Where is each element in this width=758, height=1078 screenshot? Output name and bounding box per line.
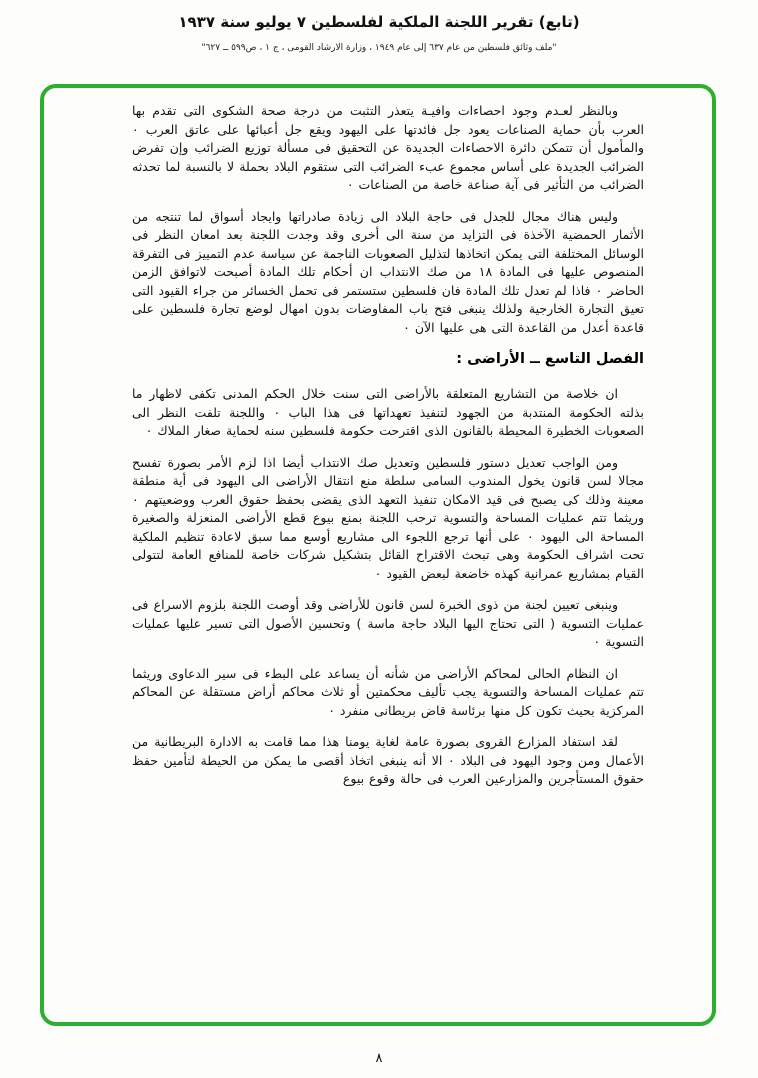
- paragraph-constitution-amendment: ومن الواجب تعديل دستور فلسطين وتعديل صك الانتداب أيضا اذا لزم الأمر بصورة تفسح مجالا لسن قانون يخول المندوب السامى سلطة منع انتقال الأراضى الى اليهود فى أية منطقة معينة وذلك كى يصبح فى قيد الامكان تنفيذ التعهد الذى يقضى بحفظ حقوق العرب ووضعيتهم ٠ وريثما تتم عمليات المساحة والتسوية ترحب اللجنة بمنع بيوع قطع الأراضى المنعزلة والصغيرة المساحة الى اليهود ٠ على أنها ترجع اللجوء الى مشاريع أوسع مما سبق لاعادة تنظيم الملكية تحت اشراف الحكومة وهى تبحث الاقتراح القائل بتشكيل شركات خاصة للمنافع العامة لتتولى القيام بمشاريع عمرانية كهذه خاضعة لبعض القيود ٠: [132, 454, 644, 581]
- paragraph-land-law-committee: وينبغى تعيين لجنة من ذوى الخبرة لسن قانون للأراضى وقد أوصت اللجنة بلزوم الاسراع فى عمليات التسوية ( التى تحتاج اليها البلاد حاجة ماسة ) وتحسين الأصول التى تسير عليها عمليات التسوية ٠: [132, 597, 644, 649]
- paragraph-land-legislation: ان خلاصة من التشاريع المتعلقة بالأراضى التى سنت خلال الحكم المدنى تكفى لاظهار ما بذلته الحكومة المنتدبة من الجهود لتنفيذ تعهداتها فى هذا الباب ٠ واللجنة تلفت النظر الى الصعوبات الخطيرة المحيطة بالقانون الذى اقترحت حكومة فلسطين سنه لحماية صغار الملاك ٠: [132, 386, 645, 438]
- document-title: (تابع) تقرير اللجنة الملكية لفلسطين ٧ يوليو سنة ١٩٣٧: [178, 13, 580, 31]
- page-number: ٨: [375, 1051, 383, 1066]
- paragraph-village-farmer: لقد استفاد المزارع القروى بصورة عامة لغاية يومنا هذا مما قامت به الادارة البريطانية من الأعمال ومن وجود اليهود فى البلاد ٠ الا أنه ينبغى اتخاذ أقصى ما يمكن من الحيطة لتأمين حفظ حقوق المستأجرين والمزارعين العرب فى حالة وقوع بيوع: [132, 734, 644, 786]
- paragraph-exports-mandate-article18: وليس هناك مجال للجدل فى حاجة البلاد الى زيادة صادراتها وايجاد أسواق لما تنتجه من الأثمار الحمضية الآخذة فى التزايد من سنة الى أخرى وقد وجدت اللجنة بعد امعان النظر فى الوسائل المختلفة التى يمكن اتخاذها لتذليل الصعوبات الناجمة عن سياسة عدم التمييز فى التفرقة المنصوص عليها فى المادة ١٨ من صك الانتداب ان أحكام تلك المادة أصبحت لاتوافق الزمن الحاضر ٠ فاذا لم تعدل تلك المادة فان فلسطين ستستمر فى تحمل الخسائر من جراء القيود التى تعيق التجارة الخارجية ولذلك ينبغى فتح باب المفاوضات بدون امهال لوضع تجارة فلسطين على قاعدة أعدل من القاعدة التى هى عليها الآن ٠: [132, 208, 644, 335]
- document-subtitle: "ملف وثائق فلسطين من عام ٦٣٧ إلى عام ١٩٤٩ ، وزارة الارشاد القومى ، ج ١ ، ص٥٩٩ ــ ٦٢٧": [201, 43, 557, 53]
- paragraph-land-courts: ان النظام الحالى لمحاكم الأراضى من شأنه أن يساعد على البطء فى سير الدعاوى وريثما تتم عمليات المساحة والتسوية يجب تأليف محكمتين أو ثلاث محاكم أراض مستقلة عن المحاكم المركزية بحيث تكون كل منها برئاسة قاض بريطانى منفرد ٠: [132, 665, 644, 718]
- document-header: [0, 0, 758, 53]
- section-heading-chapter9-lands: الفصل التاسع ــ الأراضى :: [456, 351, 644, 367]
- paragraph-industry-statistics: وبالنظر لعـدم وجود احصاءات وافيـة يتعذر التثبت من درجة صحة الشكوى التى تقدم بها العرب بأن حماية الصناعات يعود جل فائدتها على اليهود ويقع جل أعبائها على عاتق العرب ٠ والمأمول أن تتمكن دائرة الاحصاءات الجديدة عن التحقيق فى مسألة توزيع الضرائب وإن تفرض الضرائب الجديدة على أساس مجموع عبء الضرائب التى ستقوم البلاد بحملة لا بالنسبة لما تحدثه الضرائب من التأثير فى آية صناعة خاصة من الصناعات ٠: [132, 103, 644, 192]
- green-frame: [40, 84, 716, 1026]
